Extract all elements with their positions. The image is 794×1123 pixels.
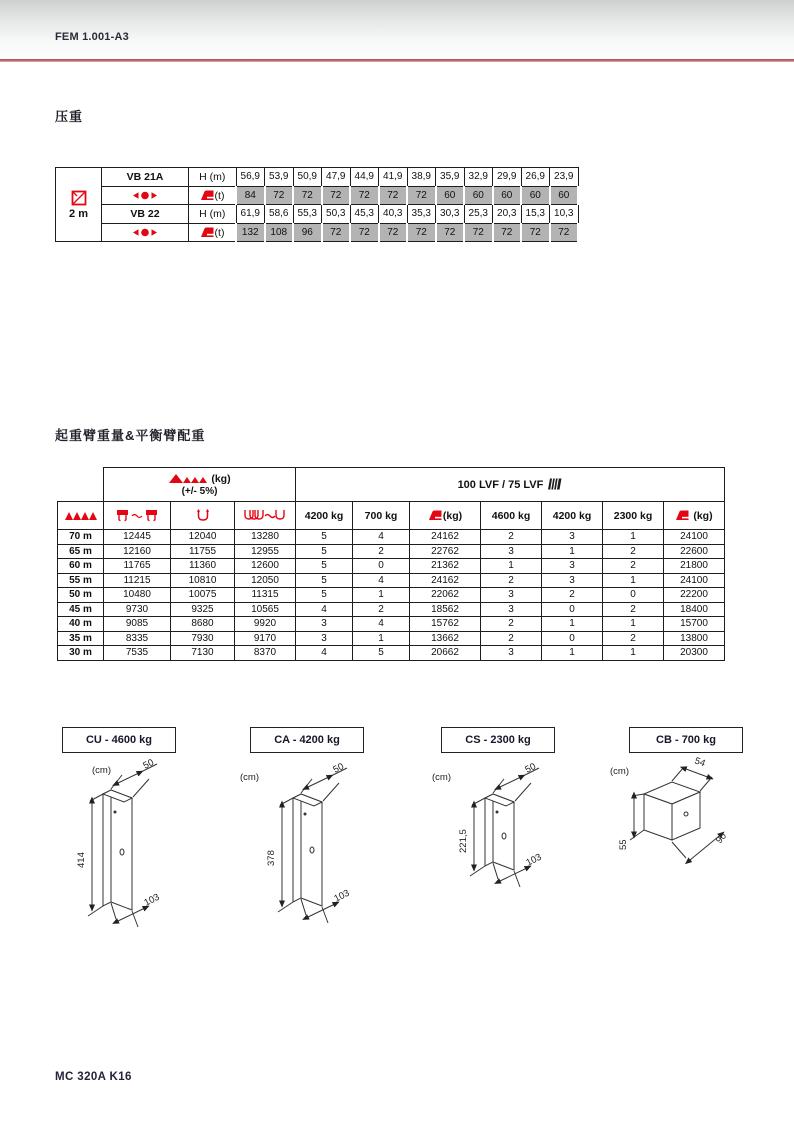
counterweight-icon [675, 509, 690, 521]
value-cell: 72 [521, 223, 550, 242]
value-cell: 13800 [664, 631, 725, 646]
value-cell: 58,6 [265, 205, 294, 224]
ballast-unit-label: (t) [214, 226, 225, 239]
mast-section-icon [71, 190, 87, 206]
counterweight-icon [200, 226, 215, 238]
value-cell: 3 [481, 588, 542, 603]
value-cell: 2 [603, 544, 664, 559]
value-cell: 8680 [171, 617, 235, 632]
value-cell: 108 [265, 223, 294, 242]
value-cell: 12040 [171, 530, 235, 545]
trolley-pair-icon [116, 509, 158, 522]
value-cell: 60 [493, 186, 522, 205]
value-cell: 38,9 [407, 168, 436, 187]
column-header: 2300 kg [603, 502, 664, 530]
value-cell: 1 [542, 544, 603, 559]
value-cell: 60 [436, 186, 465, 205]
central-ballast-icon [133, 191, 157, 200]
section-title-ballast: 压重 [55, 109, 84, 124]
value-cell: 1 [353, 588, 410, 603]
value-cell: 5 [296, 588, 353, 603]
value-cell: 13280 [235, 530, 296, 545]
value-cell: 10,3 [550, 205, 579, 224]
jib-length-cell: 55 m [58, 573, 104, 588]
value-cell: 53,9 [265, 168, 294, 187]
value-cell: 15762 [410, 617, 481, 632]
winch-icon [546, 478, 562, 490]
value-cell: 40,3 [379, 205, 408, 224]
value-cell: 72 [322, 223, 351, 242]
table-header-row [58, 468, 725, 502]
jib-weight-icon [168, 472, 208, 484]
value-cell: 10480 [104, 588, 171, 603]
value-cell: 72 [379, 186, 408, 205]
cw-thickness-dim: 54 [692, 755, 707, 770]
value-cell: 1 [603, 530, 664, 545]
value-cell: 50,9 [293, 168, 322, 187]
value-cell: 11215 [104, 573, 171, 588]
unit-label: (cm) [240, 772, 259, 783]
value-cell: 1 [542, 646, 603, 661]
height-unit-label: H (m) [189, 205, 237, 224]
value-cell: 11765 [104, 559, 171, 574]
hook-icon [196, 509, 210, 522]
value-cell: 2 [603, 559, 664, 574]
value-cell: 4 [353, 617, 410, 632]
value-cell: 2 [353, 544, 410, 559]
value-cell: 9730 [104, 602, 171, 617]
value-cell: 1 [603, 617, 664, 632]
cw-height-dim: 221,5 [458, 829, 469, 853]
value-cell: 44,9 [350, 168, 379, 187]
value-cell: 56,9 [236, 168, 265, 187]
value-cell: 26,9 [521, 168, 550, 187]
cw-width-dim: 90 [713, 830, 730, 846]
value-cell: 24100 [664, 530, 725, 545]
column-header: 4600 kg [481, 502, 542, 530]
cw-label-cs: CS - 2300 kg [441, 727, 555, 753]
value-cell: 20662 [410, 646, 481, 661]
jib-length-cell: 35 m [58, 631, 104, 646]
hook-header-cell [171, 502, 235, 530]
value-cell: 8335 [104, 631, 171, 646]
value-cell: 61,9 [236, 205, 265, 224]
value-cell: 4 [353, 573, 410, 588]
value-cell: 1 [353, 631, 410, 646]
ballast-kg-header [410, 502, 481, 530]
value-cell: 72 [464, 223, 493, 242]
value-cell: 1 [603, 646, 664, 661]
value-cell: 1 [481, 559, 542, 574]
central-ballast-cell [102, 186, 189, 205]
column-header: 700 kg [353, 502, 410, 530]
value-cell: 41,9 [379, 168, 408, 187]
counterweight-icon [428, 509, 443, 521]
value-cell: 5 [296, 573, 353, 588]
value-cell: 0 [353, 559, 410, 574]
value-cell: 2 [481, 573, 542, 588]
jib-length-header-cell [58, 502, 104, 530]
value-cell: 3 [542, 573, 603, 588]
value-cell: 21800 [664, 559, 725, 574]
value-cell: 30,3 [436, 205, 465, 224]
section-title-jib: 起重臂重量&平衡臂配重 [55, 428, 206, 443]
value-cell: 2 [481, 617, 542, 632]
value-cell: 22762 [410, 544, 481, 559]
value-cell: 9170 [235, 631, 296, 646]
value-cell: 3 [296, 617, 353, 632]
cw-width-dim: 103 [524, 851, 544, 869]
cw-label-ca: CA - 4200 kg [250, 727, 364, 753]
value-cell: 21362 [410, 559, 481, 574]
value-cell: 72 [350, 223, 379, 242]
cw-thickness-dim: 50 [331, 761, 346, 776]
jib-length-cell: 45 m [58, 602, 104, 617]
mast-cell [56, 168, 102, 242]
value-cell: 7130 [171, 646, 235, 661]
cw-thickness-dim: 50 [523, 761, 538, 776]
counterweight-diagram-cb [606, 752, 746, 872]
value-cell: 96 [293, 223, 322, 242]
value-cell: 18562 [410, 602, 481, 617]
value-cell: 3 [542, 530, 603, 545]
value-cell: 72 [407, 186, 436, 205]
unit-label: (cm) [92, 765, 111, 776]
value-cell: 2 [353, 602, 410, 617]
value-cell: 1 [603, 573, 664, 588]
table-row [58, 646, 725, 661]
cw-thickness-dim: 50 [141, 757, 156, 772]
value-cell: 1 [542, 617, 603, 632]
value-cell: 72 [265, 186, 294, 205]
value-cell: 15,3 [521, 205, 550, 224]
value-cell: 2 [603, 631, 664, 646]
value-cell: 35,3 [407, 205, 436, 224]
hoist-label: 100 LVF / 75 LVF [457, 479, 544, 491]
value-cell: 60 [521, 186, 550, 205]
ballast-kg-header [664, 502, 725, 530]
central-ballast-icon [133, 228, 157, 237]
value-cell: 11360 [171, 559, 235, 574]
value-cell: 12160 [104, 544, 171, 559]
value-cell: 8370 [235, 646, 296, 661]
jib-length-cell: 40 m [58, 617, 104, 632]
cw-label-cu: CU - 4600 kg [62, 727, 176, 753]
value-cell: 60 [550, 186, 579, 205]
header-rule [0, 59, 794, 62]
weight-unit-label: (kg) [211, 472, 231, 485]
table-row [58, 602, 725, 617]
jib-length-cell: 65 m [58, 544, 104, 559]
table-row [58, 530, 725, 545]
unit-label: (cm) [610, 766, 629, 777]
value-cell: 13662 [410, 631, 481, 646]
value-cell: 72 [436, 223, 465, 242]
cw-height-dim: 378 [266, 850, 277, 866]
ballast-kg-label: (kg) [442, 510, 463, 522]
value-cell: 12050 [235, 573, 296, 588]
value-cell: 72 [379, 223, 408, 242]
value-cell: 3 [481, 602, 542, 617]
value-cell: 11315 [235, 588, 296, 603]
value-cell: 72 [293, 186, 322, 205]
value-cell: 10075 [171, 588, 235, 603]
jib-lattice-icon [64, 510, 97, 521]
value-cell: 32,9 [464, 168, 493, 187]
value-cell: 5 [353, 646, 410, 661]
ballast-variant-label: VB 21A [102, 168, 189, 187]
value-cell: 60 [464, 186, 493, 205]
value-cell: 11755 [171, 544, 235, 559]
table-row [56, 205, 579, 224]
ballast-unit-label: (t) [214, 189, 225, 202]
ballast-variant-label: VB 22 [102, 205, 189, 224]
value-cell: 5 [296, 530, 353, 545]
value-cell: 24100 [664, 573, 725, 588]
table-row [58, 559, 725, 574]
value-cell: 55,3 [293, 205, 322, 224]
value-cell: 10810 [171, 573, 235, 588]
jib-table-body [58, 530, 725, 661]
cw-label-cb: CB - 700 kg [629, 727, 743, 753]
standard-code: FEM 1.001-A3 [55, 31, 129, 43]
value-cell: 3 [296, 631, 353, 646]
value-cell: 47,9 [322, 168, 351, 187]
value-cell: 5 [296, 559, 353, 574]
value-cell: 3 [481, 544, 542, 559]
table-row [56, 223, 579, 242]
ballast-table [55, 167, 579, 242]
value-cell: 9325 [171, 602, 235, 617]
value-cell: 0 [542, 602, 603, 617]
value-cell: 9920 [235, 617, 296, 632]
value-cell: 12445 [104, 530, 171, 545]
value-cell: 5 [296, 544, 353, 559]
ballast-unit-cell [189, 186, 237, 205]
multi-fall-hook-header-cell [235, 502, 296, 530]
value-cell: 24162 [410, 530, 481, 545]
blank-cell [58, 468, 104, 502]
cw-height-dim: 55 [618, 839, 629, 850]
value-cell: 0 [542, 631, 603, 646]
jib-table [57, 467, 725, 661]
value-cell: 7535 [104, 646, 171, 661]
value-cell: 15700 [664, 617, 725, 632]
cw-width-dim: 103 [142, 891, 162, 909]
value-cell: 2 [481, 631, 542, 646]
mast-width-label: 2 m [69, 207, 88, 220]
jib-length-cell: 30 m [58, 646, 104, 661]
value-cell: 12600 [235, 559, 296, 574]
value-cell: 4 [296, 646, 353, 661]
value-cell: 72 [322, 186, 351, 205]
value-cell: 25,3 [464, 205, 493, 224]
value-cell: 22200 [664, 588, 725, 603]
value-cell: 22062 [410, 588, 481, 603]
value-cell: 9085 [104, 617, 171, 632]
value-cell: 4 [353, 530, 410, 545]
value-cell: 72 [493, 223, 522, 242]
counterweight-diagram-ca [238, 760, 398, 928]
value-cell: 35,9 [436, 168, 465, 187]
column-header: 4200 kg [542, 502, 603, 530]
value-cell: 10565 [235, 602, 296, 617]
model-code: MC 320A K16 [55, 1071, 132, 1083]
counterweight-diagram-cu [48, 756, 208, 936]
value-cell: 20,3 [493, 205, 522, 224]
cw-width-dim: 103 [332, 887, 352, 905]
value-cell: 23,9 [550, 168, 579, 187]
table-row [58, 588, 725, 603]
cw-height-dim: 414 [76, 852, 87, 868]
jib-length-cell: 70 m [58, 530, 104, 545]
value-cell: 72 [407, 223, 436, 242]
jib-length-cell: 60 m [58, 559, 104, 574]
value-cell: 0 [603, 588, 664, 603]
value-cell: 4 [296, 602, 353, 617]
value-cell: 50,3 [322, 205, 351, 224]
unit-label: (cm) [432, 772, 451, 783]
value-cell: 84 [236, 186, 265, 205]
value-cell: 12955 [235, 544, 296, 559]
ballast-kg-label: (kg) [693, 510, 713, 522]
table-row [58, 573, 725, 588]
value-cell: 45,3 [350, 205, 379, 224]
value-cell: 2 [603, 602, 664, 617]
trolley-pair-header-cell [104, 502, 171, 530]
table-icon-header-row [58, 502, 725, 530]
value-cell: 24162 [410, 573, 481, 588]
table-row [56, 186, 579, 205]
central-ballast-cell [102, 223, 189, 242]
jib-length-cell: 50 m [58, 588, 104, 603]
table-row [58, 617, 725, 632]
value-cell: 29,9 [493, 168, 522, 187]
counterweight-icon [200, 189, 215, 201]
value-cell: 20300 [664, 646, 725, 661]
value-cell: 72 [550, 223, 579, 242]
tolerance-label: (+/- 5%) [181, 485, 218, 497]
value-cell: 132 [236, 223, 265, 242]
jib-weight-header [104, 468, 296, 502]
header-band [0, 0, 794, 59]
value-cell: 22600 [664, 544, 725, 559]
value-cell: 2 [542, 588, 603, 603]
value-cell: 3 [542, 559, 603, 574]
value-cell: 72 [350, 186, 379, 205]
counterweight-diagram-cs [430, 760, 590, 892]
table-row [58, 631, 725, 646]
column-header: 4200 kg [296, 502, 353, 530]
multi-fall-hook-icon [243, 509, 287, 522]
hoist-header [296, 468, 725, 502]
value-cell: 3 [481, 646, 542, 661]
table-row [58, 544, 725, 559]
table-row [56, 168, 579, 187]
value-cell: 7930 [171, 631, 235, 646]
value-cell: 18400 [664, 602, 725, 617]
value-cell: 2 [481, 530, 542, 545]
ballast-unit-cell [189, 223, 237, 242]
height-unit-label: H (m) [189, 168, 237, 187]
